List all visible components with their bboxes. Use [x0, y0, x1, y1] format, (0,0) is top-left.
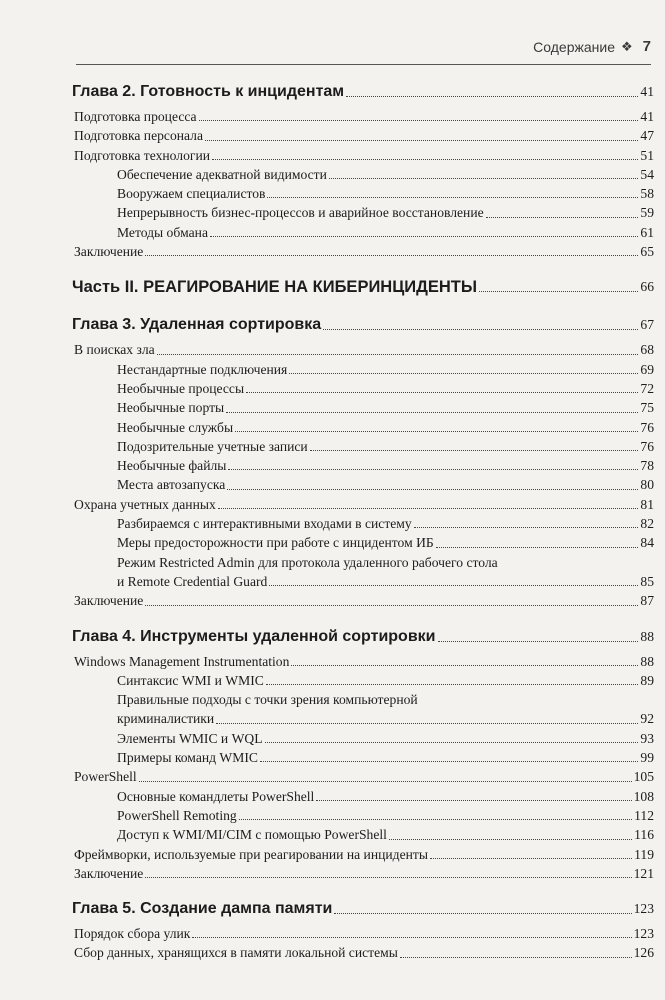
toc-title: Подготовка процесса [74, 109, 197, 124]
leader-dots [139, 780, 632, 782]
leader-dots [145, 254, 638, 256]
leader-dots [291, 664, 638, 666]
toc-entry[interactable] [74, 475, 654, 494]
toc-page: 121 [633, 865, 654, 881]
toc-page: 108 [633, 788, 654, 804]
toc-title: Вооружаем специалистов [117, 186, 266, 202]
toc-entry[interactable] [74, 748, 654, 767]
leader-dots [430, 857, 632, 859]
toc-title: Необычные файлы [117, 458, 227, 474]
toc-entry[interactable] [74, 671, 654, 690]
toc-entry[interactable] [74, 943, 654, 962]
toc-title: Нестандартные подключения [117, 361, 288, 377]
toc-heading-chapter-2[interactable] [72, 80, 654, 104]
toc-entry[interactable] [74, 242, 654, 261]
leader-dots [267, 196, 638, 198]
toc-entry[interactable] [74, 146, 654, 165]
toc-entry[interactable] [74, 184, 654, 203]
leader-dots [346, 95, 638, 97]
toc-title: Фреймворки, используемые при реагировании на инциденты [74, 846, 428, 862]
leader-dots [157, 353, 639, 355]
toc-entry[interactable] [74, 825, 654, 844]
toc-page: 76 [640, 419, 654, 435]
toc-page: 92 [640, 711, 654, 727]
toc-page: 41 [640, 84, 654, 99]
toc-title: Глава 5. Создание дампа памяти [72, 900, 333, 918]
toc-entry-continuation[interactable] [74, 572, 654, 591]
leader-dots [289, 372, 638, 374]
toc-title: Подозрительные учетные записи [117, 438, 308, 454]
leader-dots [227, 488, 638, 490]
toc-entry[interactable] [74, 591, 654, 610]
toc-title: PowerShell Remoting [117, 807, 237, 823]
toc-title: Заключение [74, 244, 144, 260]
toc-entry[interactable] [74, 864, 654, 883]
leader-dots [436, 546, 639, 548]
toc-entry[interactable] [74, 126, 654, 145]
toc-entry[interactable] [74, 437, 654, 456]
leader-dots [269, 584, 638, 586]
toc-entry[interactable] [74, 340, 654, 359]
leader-dots [438, 640, 639, 642]
toc-page: 99 [640, 750, 654, 766]
toc-page: 58 [640, 186, 654, 202]
toc-title: Непрерывность бизнес-процессов и аварийное восстановление [117, 205, 484, 221]
leader-dots [205, 139, 638, 141]
leader-dots [316, 799, 631, 801]
toc-title: В поисках зла [74, 342, 155, 358]
leader-dots [212, 158, 638, 160]
toc-page: 61 [640, 224, 654, 240]
toc-entry-continuation[interactable] [74, 709, 654, 728]
toc-title: Обеспечение адекватной видимости [117, 166, 327, 182]
toc-entry[interactable] [74, 418, 654, 437]
toc-title: Глава 3. Удаленная сортировка [72, 316, 322, 334]
toc-page: 69 [640, 361, 654, 377]
toc-entry[interactable] [74, 729, 654, 748]
toc-entry[interactable] [74, 165, 654, 184]
leader-dots [145, 876, 631, 878]
toc-title: Необычные порты [117, 400, 225, 416]
toc-page: 88 [640, 653, 654, 669]
toc-entry-first-line[interactable]: Режим Restricted Admin для протокола удаленного рабочего стола [117, 554, 498, 570]
toc-title: Подготовка персонала [74, 128, 203, 144]
toc-heading-part-2[interactable] [72, 275, 654, 299]
toc-page: 105 [633, 769, 654, 785]
leader-dots [246, 391, 638, 393]
toc-page: 89 [640, 672, 654, 688]
toc-entry[interactable] [74, 379, 654, 398]
toc-title: Меры предосторожности при работе с инцидентом ИБ [117, 535, 434, 551]
toc-heading-chapter-4[interactable] [72, 625, 654, 649]
leader-dots [323, 328, 638, 330]
toc-page: 47 [640, 128, 654, 144]
toc-entry-first-line[interactable]: Правильные подходы с точки зрения компьютерной [117, 692, 418, 708]
toc-page: 54 [640, 166, 654, 182]
toc-entry[interactable] [74, 806, 654, 825]
toc-entry[interactable] [74, 767, 654, 786]
toc-page: 88 [640, 628, 654, 644]
toc-entry[interactable] [74, 924, 654, 943]
toc-title: Часть II. РЕАГИРОВАНИЕ НА КИБЕРИНЦИДЕНТЫ [72, 278, 478, 297]
toc-entry[interactable] [74, 107, 654, 126]
toc-entry[interactable] [74, 203, 654, 222]
toc-heading-chapter-3[interactable] [72, 313, 654, 337]
page-number: 7 [642, 38, 651, 55]
diamond-ornament-icon: ❖ [621, 38, 633, 54]
toc-page: 123 [633, 901, 654, 917]
toc-title: Заключение [74, 865, 144, 881]
leader-dots [266, 683, 639, 685]
toc-entry[interactable] [74, 456, 654, 475]
toc-title: Основные командлеты PowerShell [117, 788, 315, 804]
leader-dots [389, 838, 632, 840]
toc-title: Охрана учетных данных [74, 496, 216, 512]
toc-entry[interactable] [74, 787, 654, 806]
toc-title: Windows Management Instrumentation [74, 653, 290, 669]
toc-page: 76 [640, 438, 654, 454]
toc-page: 75 [640, 400, 654, 416]
toc-title: криминалистики [117, 711, 215, 727]
toc-page: 67 [640, 317, 654, 333]
toc-title: и Remote Credential Guard [117, 573, 268, 589]
toc-page: 82 [640, 516, 654, 532]
toc-page: 85 [640, 573, 654, 589]
toc-title: Доступ к WMI/MI/CIM с помощью PowerShell [117, 827, 387, 843]
leader-dots [235, 430, 638, 432]
leader-dots [479, 290, 638, 292]
toc-title: Глава 2. Готовность к инцидентам [72, 83, 345, 100]
toc-page: 112 [634, 807, 654, 823]
toc-entry[interactable] [74, 652, 654, 671]
toc-entry[interactable] [74, 845, 654, 864]
toc-page: 51 [640, 147, 654, 163]
leader-dots [486, 216, 639, 218]
toc-title: Элементы WMIC и WQL [117, 730, 263, 746]
toc-title: Порядок сбора улик [74, 926, 191, 942]
toc-title: Методы обмана [117, 224, 208, 240]
toc-page: 116 [634, 827, 654, 843]
leader-dots [265, 741, 639, 743]
toc-title: Сбор данных, хранящихся в памяти локальной системы [74, 945, 398, 961]
toc-page: 72 [640, 380, 654, 396]
leader-dots [329, 177, 639, 179]
toc-title: Необычные процессы [117, 380, 245, 396]
toc-title: Примеры команд WMIC [117, 750, 258, 766]
toc-page: 80 [640, 477, 654, 493]
toc-title: Разбираемся с интерактивными входами в систему [117, 516, 412, 532]
leader-dots [226, 411, 638, 413]
running-header [533, 38, 651, 55]
leader-dots [239, 818, 632, 820]
leader-dots [414, 526, 639, 528]
header-rule [76, 64, 651, 65]
leader-dots [192, 936, 631, 938]
leader-dots [310, 449, 639, 451]
toc-page: 65 [640, 244, 654, 260]
toc-title: Синтаксис WMI и WMIC [117, 672, 264, 688]
toc-entry[interactable] [74, 360, 654, 379]
leader-dots [216, 722, 638, 724]
toc-page: 66 [640, 279, 654, 295]
toc-page: 81 [640, 496, 654, 512]
leader-dots [218, 507, 639, 509]
toc-entry[interactable] [74, 398, 654, 417]
leader-dots [260, 760, 638, 762]
leader-dots [400, 956, 632, 958]
toc-heading-chapter-5[interactable] [72, 897, 654, 921]
toc-page: 59 [640, 205, 654, 221]
table-of-contents [74, 80, 654, 963]
toc-title: Заключение [74, 593, 144, 609]
leader-dots [228, 468, 638, 470]
toc-page: 93 [640, 730, 654, 746]
toc-page: 68 [640, 342, 654, 358]
header-title: Содержание [533, 38, 615, 55]
toc-page: 84 [640, 535, 654, 551]
toc-title: PowerShell [74, 769, 137, 785]
toc-page: 123 [633, 926, 654, 942]
toc-title: Подготовка технологии [74, 147, 210, 163]
toc-page: 119 [634, 846, 654, 862]
leader-dots [334, 912, 631, 914]
toc-title: Необычные службы [117, 419, 234, 435]
toc-entry[interactable] [74, 223, 654, 242]
toc-title: Глава 4. Инструменты удаленной сортировки [72, 627, 436, 645]
toc-entry[interactable] [74, 495, 654, 514]
leader-dots [145, 604, 638, 606]
toc-page: 41 [640, 109, 654, 124]
toc-page: 87 [640, 593, 654, 609]
leader-dots [199, 119, 639, 121]
toc-page: 126 [633, 945, 654, 961]
toc-title: Места автозапуска [117, 477, 226, 493]
toc-entry[interactable] [74, 514, 654, 533]
toc-entry[interactable] [74, 533, 654, 552]
toc-page: 78 [640, 458, 654, 474]
leader-dots [210, 235, 638, 237]
